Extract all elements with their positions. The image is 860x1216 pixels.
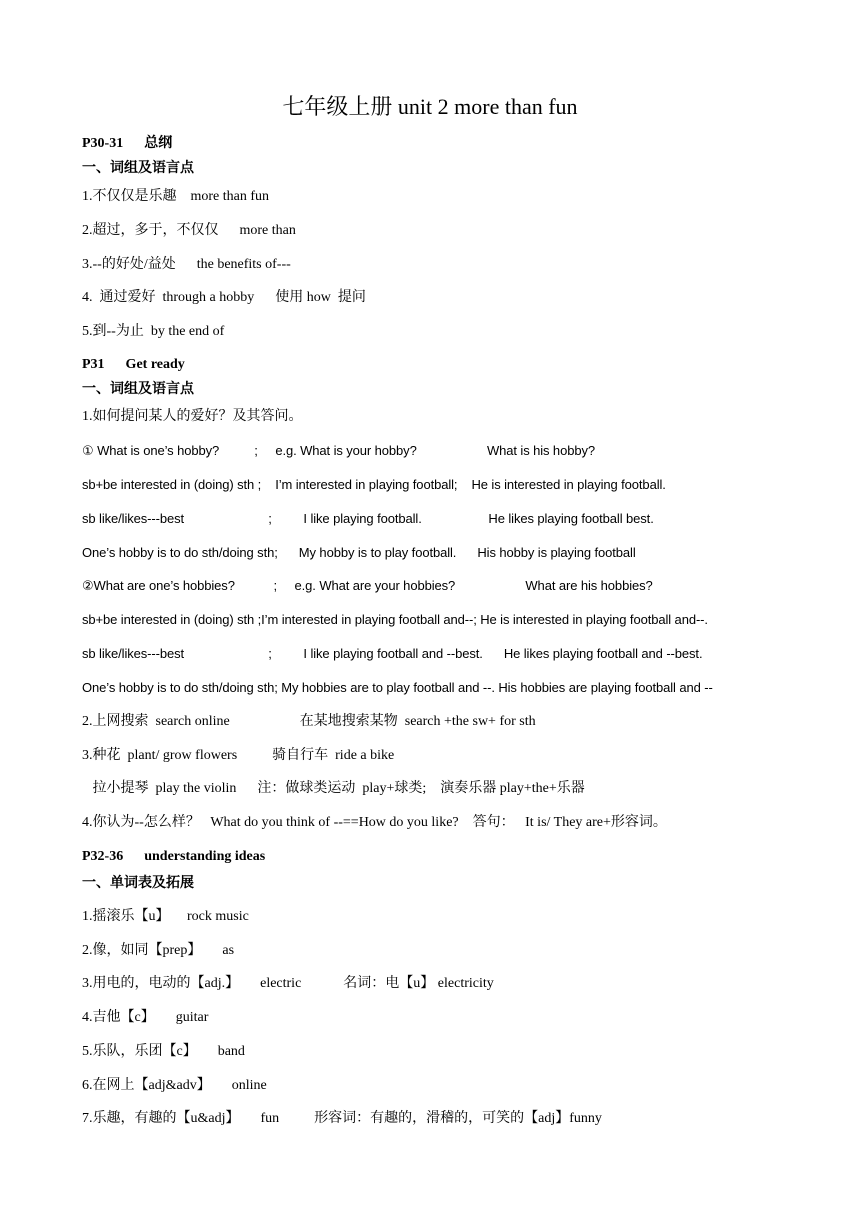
text-line: sb+be interested in (doing) sth ; I’m interested in playing football; He is interested in playing football. (82, 477, 666, 492)
section-heading: P32-36 understanding ideas (82, 849, 266, 864)
text-line: 3.--的好处/益处 the benefits of--- (82, 257, 291, 272)
text-line: 4.吉他【c】 guitar (82, 1010, 209, 1025)
text-line: 2.上网搜索 search online 在某地搜索某物 search +the sw+ for sth (82, 714, 536, 729)
text-line: 7.乐趣，有趣的【u&adj】 fun 形容词：有趣的，滑稽的，可笑的【adj】funny (82, 1111, 602, 1126)
section-heading: 一、单词表及拓展 (82, 876, 194, 891)
text-line: sb like/likes---best ; I like playing football and --best. He likes playing football and --best. (82, 646, 703, 661)
text-line: sb like/likes---best ; I like playing football. He likes playing football best. (82, 511, 654, 526)
text-line: 2.像，如同【prep】 as (82, 943, 235, 958)
section-heading: P30-31 总纲 (82, 136, 173, 151)
text-line: 3.种花 plant/ grow flowers 骑自行车 ride a bike (82, 748, 395, 763)
text-line: 5.到--为止 by the end of (82, 324, 225, 339)
text-line: 2.超过，多于，不仅仅 more than (82, 223, 296, 238)
text-line: ②What are one’s hobbies? ; e.g. What are your hobbies? What are his hobbies? (82, 578, 653, 593)
text-line: 4. 通过爱好 through a hobby 使用 how 提问 (82, 290, 366, 305)
text-line: sb+be interested in (doing) sth ;I’m interested in playing football and--; He is interested in playing football and--. (82, 612, 708, 627)
text-line: One’s hobby is to do sth/doing sth; My hobby is to play football. His hobby is playing football (82, 545, 636, 560)
text-line: ① What is one’s hobby? ; e.g. What is your hobby? What is his hobby? (82, 443, 595, 458)
page-title: 七年级上册 unit 2 more than fun (282, 94, 578, 119)
text-line: 拉小提琴 play the violin 注：做球类运动 play+球类; 演奏乐器 play+the+乐器 (82, 781, 585, 796)
text-line: 4.你认为--怎么样？ What do you think of --==How do you like? 答句： It is/ They are+形容词。 (82, 815, 667, 830)
section-heading: P31 Get ready (82, 357, 185, 372)
text-line: 1.摇滚乐【u】 rock music (82, 909, 249, 924)
text-line: 1.如何提问某人的爱好？及其答问。 (82, 409, 303, 424)
section-heading: 一、词组及语言点 (82, 382, 194, 397)
text-line: 1.不仅仅是乐趣 more than fun (82, 189, 270, 204)
section-heading: 一、词组及语言点 (82, 161, 194, 176)
text-line: 5.乐队，乐团【c】 band (82, 1044, 245, 1059)
text-line: 3.用电的，电动的【adj.】 electric 名词：电【u】 electricity (82, 976, 494, 991)
text-line: One’s hobby is to do sth/doing sth; My hobbies are to play football and --. His hobbies are playing football and -- (82, 680, 713, 695)
text-line: 6.在网上【adj&adv】 online (82, 1078, 267, 1093)
